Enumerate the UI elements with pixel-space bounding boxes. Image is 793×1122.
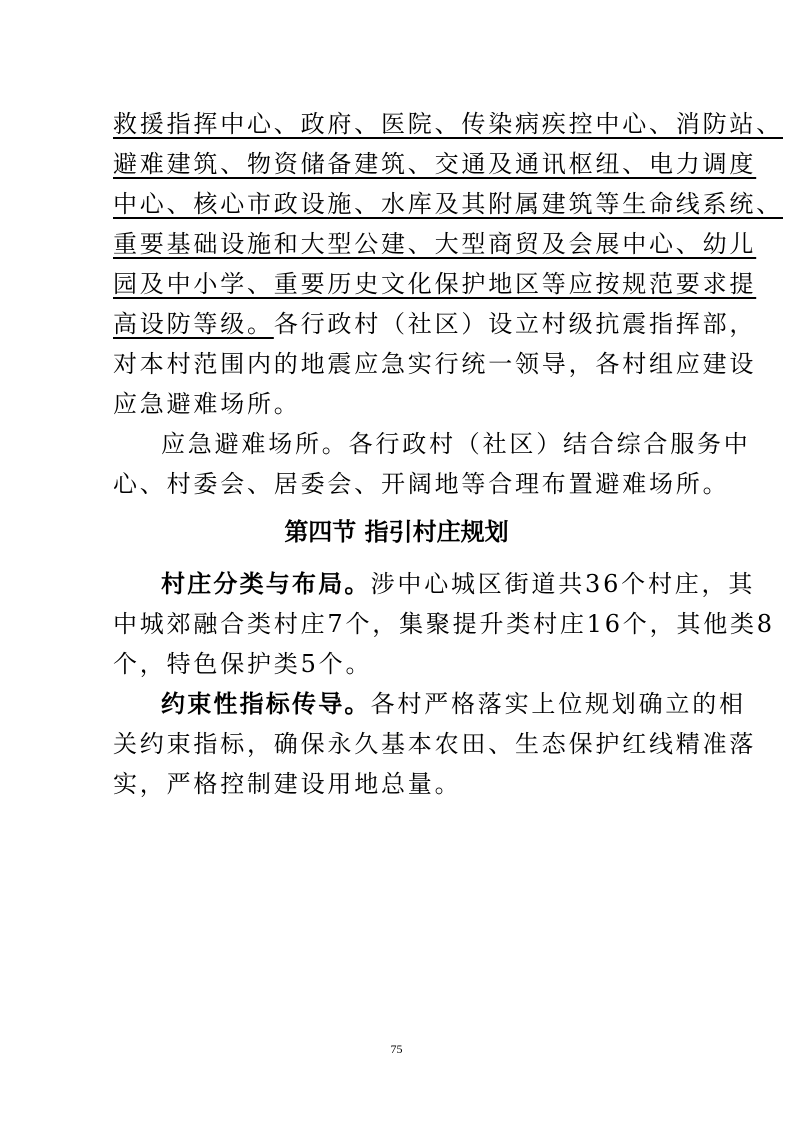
section-heading: 第四节 指引村庄规划: [284, 518, 509, 546]
text-line: [113, 304, 756, 344]
text-line: 重要基础设施和大型公建、大型商贸及会展中心、幼儿: [113, 230, 757, 258]
plain-text: 各行政村（社区）设立村级抗震指挥部，: [273, 310, 757, 338]
paragraph-title: 村庄分类与布局。: [161, 570, 371, 598]
text-line: [161, 684, 746, 724]
text-line: 实，严格控制建设用地总量。: [113, 770, 462, 798]
text-line: 应急避难场所。各行政村（社区）结合综合服务中: [161, 430, 751, 458]
text-line: 中心、核心市政设施、水库及其附属建筑等生命线系统、: [113, 190, 783, 218]
text-line: 救援指挥中心、政府、医院、传染病疾控中心、消防站、: [113, 110, 783, 138]
text-line: 关约束指标，确保永久基本农田、生态保护红线精准落: [113, 730, 757, 758]
text-line: 个，特色保护类5个。: [113, 650, 373, 678]
text-line: 中城郊融合类村庄7个，集聚提升类村庄16个，其他类8: [113, 610, 775, 638]
plain-text: 各村严格落实上位规划确立的相: [370, 690, 746, 718]
text-line: [161, 564, 755, 604]
paragraph-title: 约束性指标传导。: [161, 690, 371, 718]
text-line: 园及中小学、重要历史文化保护地区等应按规范要求提: [113, 270, 757, 298]
plain-text: 涉中心城区街道共36个村庄，其: [370, 570, 756, 598]
page-number: 75: [390, 1042, 403, 1056]
text-line: 避难建筑、物资储备建筑、交通及通讯枢纽、电力调度: [113, 150, 757, 178]
text-line: 心、村委会、居委会、开阔地等合理布置避难场所。: [113, 470, 730, 498]
underlined-text: 高设防等级。: [113, 310, 274, 338]
text-line: 对本村范围内的地震应急实行统一领导，各村组应建设: [113, 350, 757, 378]
text-line: 应急避难场所。: [113, 390, 301, 418]
